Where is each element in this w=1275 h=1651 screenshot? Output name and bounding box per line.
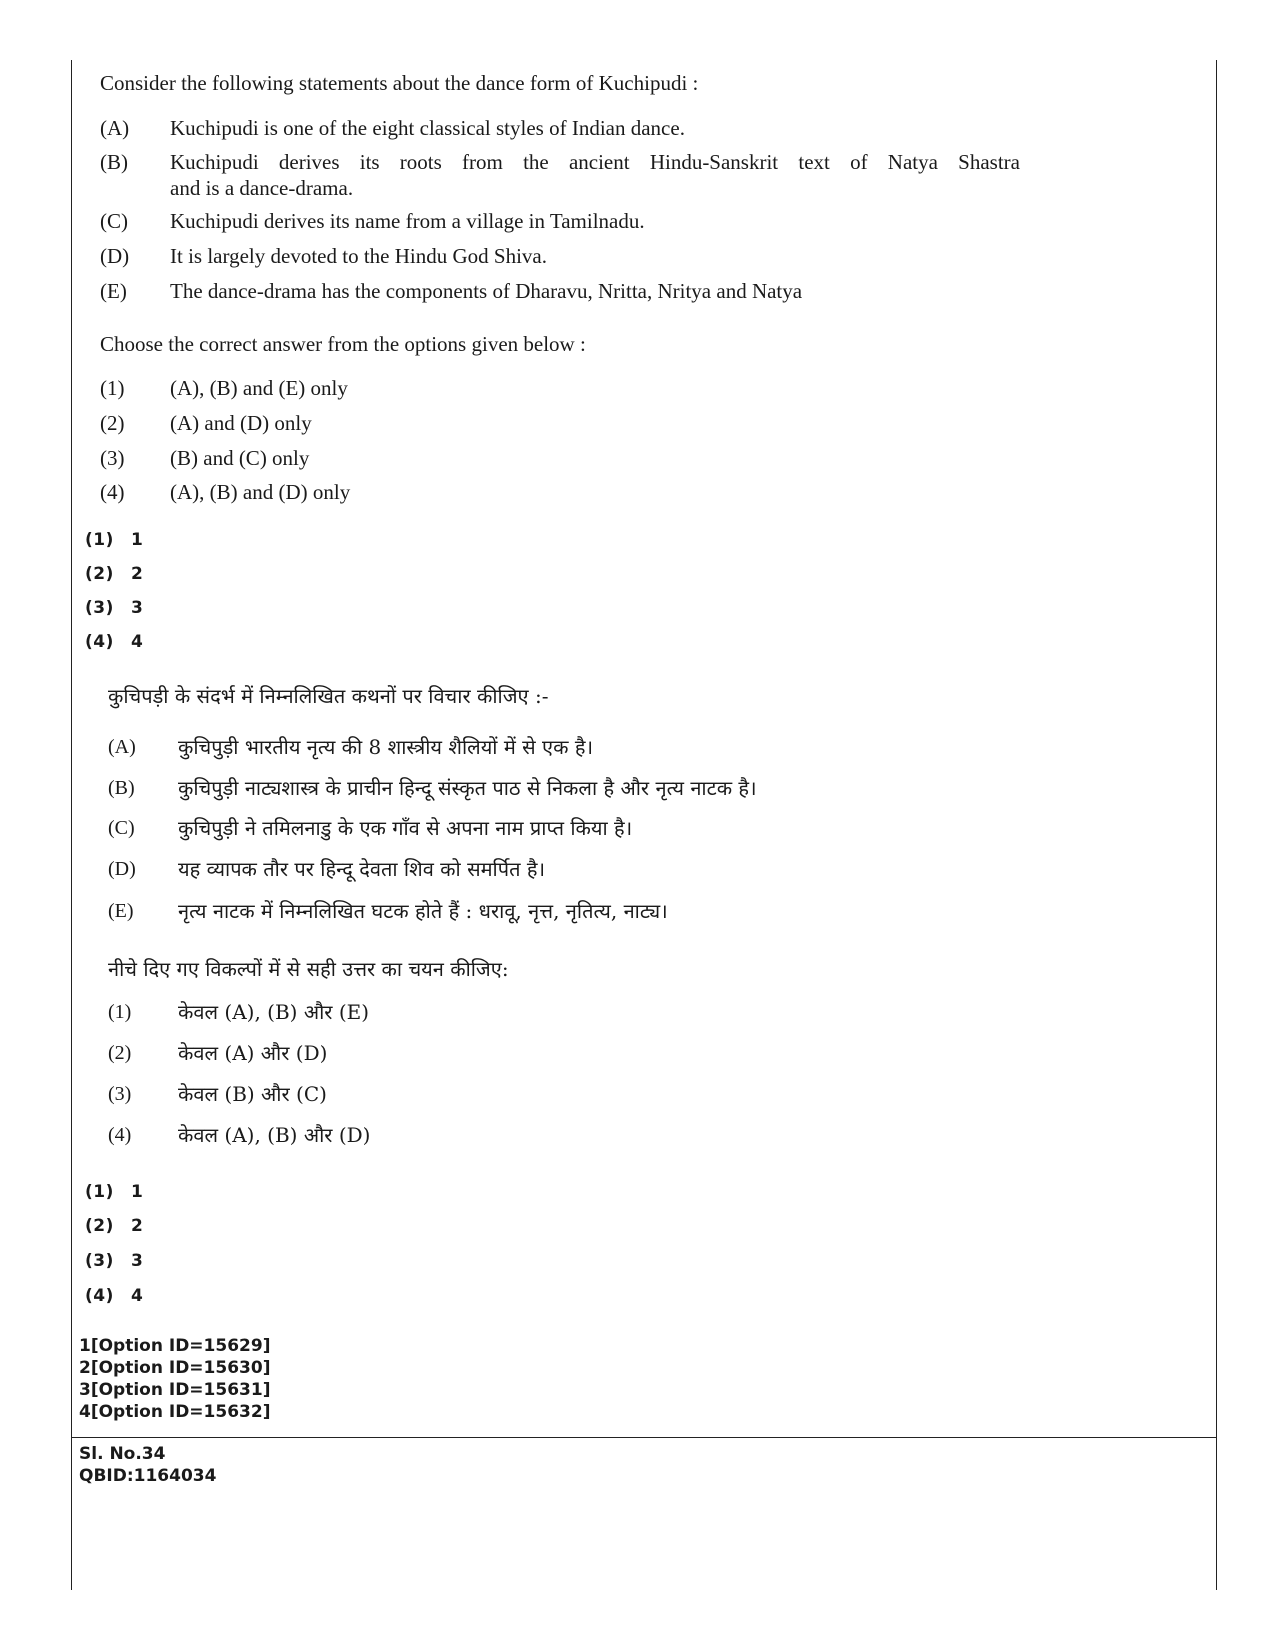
option-4-english — [100, 479, 350, 505]
instruction-english: Choose the correct answer from the options given below : — [100, 332, 586, 356]
option-label: (2) — [108, 1042, 132, 1064]
statement-a-hindi — [108, 734, 593, 760]
question-bank-id: QBID:1164034 — [79, 1466, 217, 1486]
page-border-right — [1216, 60, 1217, 1590]
statement-b-hindi — [108, 775, 757, 801]
statement-c-hindi — [108, 815, 632, 841]
statement-b-continued — [100, 175, 353, 201]
answer-value: 2 — [131, 564, 144, 584]
option-label: (1) — [100, 376, 125, 400]
option-label: (1) — [108, 1001, 132, 1023]
option-text: (A), (B) and (D) only — [170, 480, 351, 504]
answer-number: (2) — [85, 1216, 114, 1236]
answer-number: (2) — [85, 564, 114, 584]
statement-label: (E) — [100, 279, 127, 303]
statement-text: नृत्य नाटक में निम्नलिखित घटक होते हैं : धरावू, नृत्त, नृतित्य, नाट्य। — [178, 899, 668, 923]
statement-label: (A) — [100, 116, 130, 140]
answer-number: (4) — [85, 632, 114, 652]
answer-value: 1 — [131, 530, 144, 550]
question-separator — [71, 1437, 1217, 1438]
statement-d — [100, 243, 547, 269]
statement-label: (B) — [100, 150, 128, 174]
option-id-4: 4[Option ID=15632] — [79, 1402, 271, 1422]
statement-label: (D) — [100, 244, 130, 268]
statement-e-hindi — [108, 898, 668, 924]
answer-choice-3[interactable] — [85, 597, 143, 619]
statement-text: कुचिपुड़ी ने तमिलनाडु के एक गाँव से अपना नाम प्राप्त किया है। — [178, 816, 633, 840]
answer-number: (3) — [85, 598, 114, 618]
statement-c — [100, 208, 645, 234]
answer-choice-1[interactable] — [85, 529, 143, 551]
question-stem-english: Consider the following statements about the dance form of Kuchipudi : — [100, 71, 699, 95]
option-1-hindi — [108, 999, 369, 1025]
instruction-hindi: नीचे दिए गए विकल्पों में से सही उत्तर का चयन कीजिए: — [108, 957, 509, 981]
option-2-hindi — [108, 1040, 327, 1066]
serial-number: Sl. No.34 — [79, 1444, 166, 1464]
option-text: केवल (A) और (D) — [178, 1041, 328, 1065]
option-id-3: 3[Option ID=15631] — [79, 1380, 271, 1400]
option-label: (4) — [100, 480, 125, 504]
statement-a — [100, 115, 685, 141]
statement-text: and is a dance-drama. — [170, 176, 354, 200]
option-text: (A), (B) and (E) only — [170, 376, 348, 400]
option-text: (B) and (C) only — [170, 446, 310, 470]
answer-number: (1) — [85, 530, 114, 550]
option-3-hindi — [108, 1081, 327, 1107]
answer-number: (1) — [85, 1182, 114, 1202]
statement-d-hindi — [108, 856, 545, 882]
option-label: (3) — [108, 1083, 132, 1105]
statement-label: (E) — [108, 900, 134, 922]
statement-text: Kuchipudi derives its roots from the ancient Hindu-Sanskrit text of Natya Shastra — [170, 150, 1020, 174]
option-4-hindi — [108, 1122, 370, 1148]
option-id-2: 2[Option ID=15630] — [79, 1358, 271, 1378]
answer-choice-2-second[interactable] — [85, 1215, 143, 1237]
answer-choice-3-second[interactable] — [85, 1250, 143, 1272]
statement-label: (B) — [108, 777, 135, 799]
option-label: (2) — [100, 411, 125, 435]
statement-label: (A) — [108, 736, 136, 758]
statement-text: The dance-drama has the components of Dharavu, Nritta, Nritya and Natya — [170, 279, 803, 303]
statement-label: (C) — [108, 817, 135, 839]
option-text: केवल (A), (B) और (E) — [178, 1000, 370, 1024]
answer-value: 1 — [131, 1182, 144, 1202]
option-1-english — [100, 375, 348, 401]
statement-label: (D) — [108, 858, 136, 880]
statement-text: यह व्यापक तौर पर हिन्दू देवता शिव को समर्पित है। — [178, 857, 546, 881]
statement-text: Kuchipudi is one of the eight classical styles of Indian dance. — [170, 116, 685, 140]
option-3-english — [100, 445, 309, 471]
answer-number: (3) — [85, 1251, 114, 1271]
statement-text: Kuchipudi derives its name from a village in Tamilnadu. — [170, 209, 645, 233]
statement-label: (C) — [100, 209, 128, 233]
option-label: (3) — [100, 446, 125, 470]
answer-value: 3 — [131, 598, 144, 618]
statement-b — [100, 149, 1020, 175]
answer-value: 3 — [131, 1251, 144, 1271]
option-label: (4) — [108, 1124, 132, 1146]
option-2-english — [100, 410, 312, 436]
answer-choice-1-second[interactable] — [85, 1181, 143, 1203]
answer-choice-4[interactable] — [85, 631, 143, 653]
option-text: केवल (A), (B) और (D) — [178, 1123, 371, 1147]
option-text: केवल (B) और (C) — [178, 1082, 327, 1106]
question-stem-hindi: कुचिपड़ी के संदर्भ में निम्नलिखित कथनों पर विचार कीजिए :- — [108, 684, 549, 708]
statement-text: कुचिपुड़ी नाट्यशास्त्र के प्राचीन हिन्दू संस्कृत पाठ से निकला है और नृत्य नाटक है। — [178, 776, 757, 800]
statement-text: It is largely devoted to the Hindu God Shiva. — [170, 244, 547, 268]
answer-value: 4 — [131, 1286, 144, 1306]
answer-choice-2[interactable] — [85, 563, 143, 585]
option-id-1: 1[Option ID=15629] — [79, 1336, 271, 1356]
answer-choice-4-second[interactable] — [85, 1285, 143, 1307]
answer-value: 4 — [131, 632, 144, 652]
statement-text: कुचिपुड़ी भारतीय नृत्य की 8 शास्त्रीय शैलियों में से एक है। — [178, 735, 594, 759]
answer-number: (4) — [85, 1286, 114, 1306]
page-border-left — [71, 60, 72, 1590]
option-text: (A) and (D) only — [170, 411, 312, 435]
statement-e — [100, 278, 802, 304]
answer-value: 2 — [131, 1216, 144, 1236]
